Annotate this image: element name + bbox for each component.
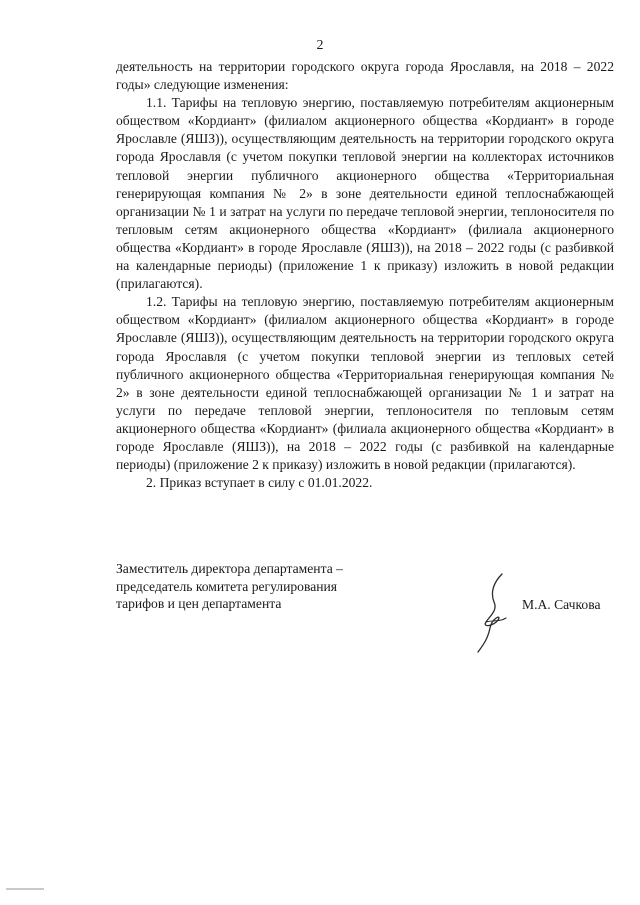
paragraph-item-1-2: 1.2. Тарифы на тепловую энергию, поставляемую потребителям акционерным обществом «Кордиант» (филиалом акционерного общества «Кордиант» в городе Ярославле (ЯШЗ)), осуществляющим деятельность на территории городского округа города Ярославля (с учетом покупки тепловой энергии из тепловых сетей публичного акционерного общества «Территориальная генерирующая компания № 2» в зоне деятельности единой теплоснабжающей организации № 1 и затрат на услуги по передаче тепловой энергии, теплоносителя по тепловым сетям акционерного общества «Кордиант» (филиала акционерного общества «Кордиант» в городе Ярославле (ЯШЗ)), на 2018 – 2022 годы (с разбивкой на календарные периоды) (приложение 2 к приказу) изложить в новой редакции (прилагаются). [116, 294, 614, 473]
signer-position-line: Заместитель директора департамента – [116, 561, 343, 576]
signer-position [116, 560, 343, 613]
handwritten-signature [472, 570, 520, 656]
paragraph-item-2: 2. Приказ вступает в силу с 01.01.2022. [146, 475, 373, 491]
footer-mark [6, 888, 44, 890]
signature-block [116, 560, 616, 660]
paragraph-item-1-1: 1.1. Тарифы на тепловую энергию, поставляемую потребителям акционерным обществом «Кордиант» (филиалом акционерного общества «Кордиант» в городе Ярославле (ЯШЗ)), осуществляющим деятельность на территории городского округа города Ярославля (с учетом покупки тепловой энергии на коллекторах источников тепловой энергии публичного акционерного общества «Территориальная генерирующая компания № 2» в зоне деятельности единой теплоснабжающей организации № 1 и затрат на услуги по передаче тепловой энергии, теплоносителя по тепловым сетям акционерного общества «Кордиант» (филиала акционерного общества «Кордиант» в городе Ярославле (ЯШЗ)), на 2018 – 2022 годы (с разбивкой на календарные периоды) (приложение 1 к приказу) изложить в новой редакции (прилагаются). [116, 95, 614, 292]
paragraph-continuation: деятельность на территории городского округа города Ярославля, на 2018 – 2022 годы» следующие изменения: [116, 59, 614, 93]
page-number: 2 [316, 38, 324, 53]
signer-position-line: тарифов и цен департамента [116, 596, 282, 611]
signer-name: М.А. Сачкова [522, 597, 601, 612]
document-body [116, 58, 614, 492]
signer-position-line: председатель комитета регулирования [116, 578, 338, 594]
